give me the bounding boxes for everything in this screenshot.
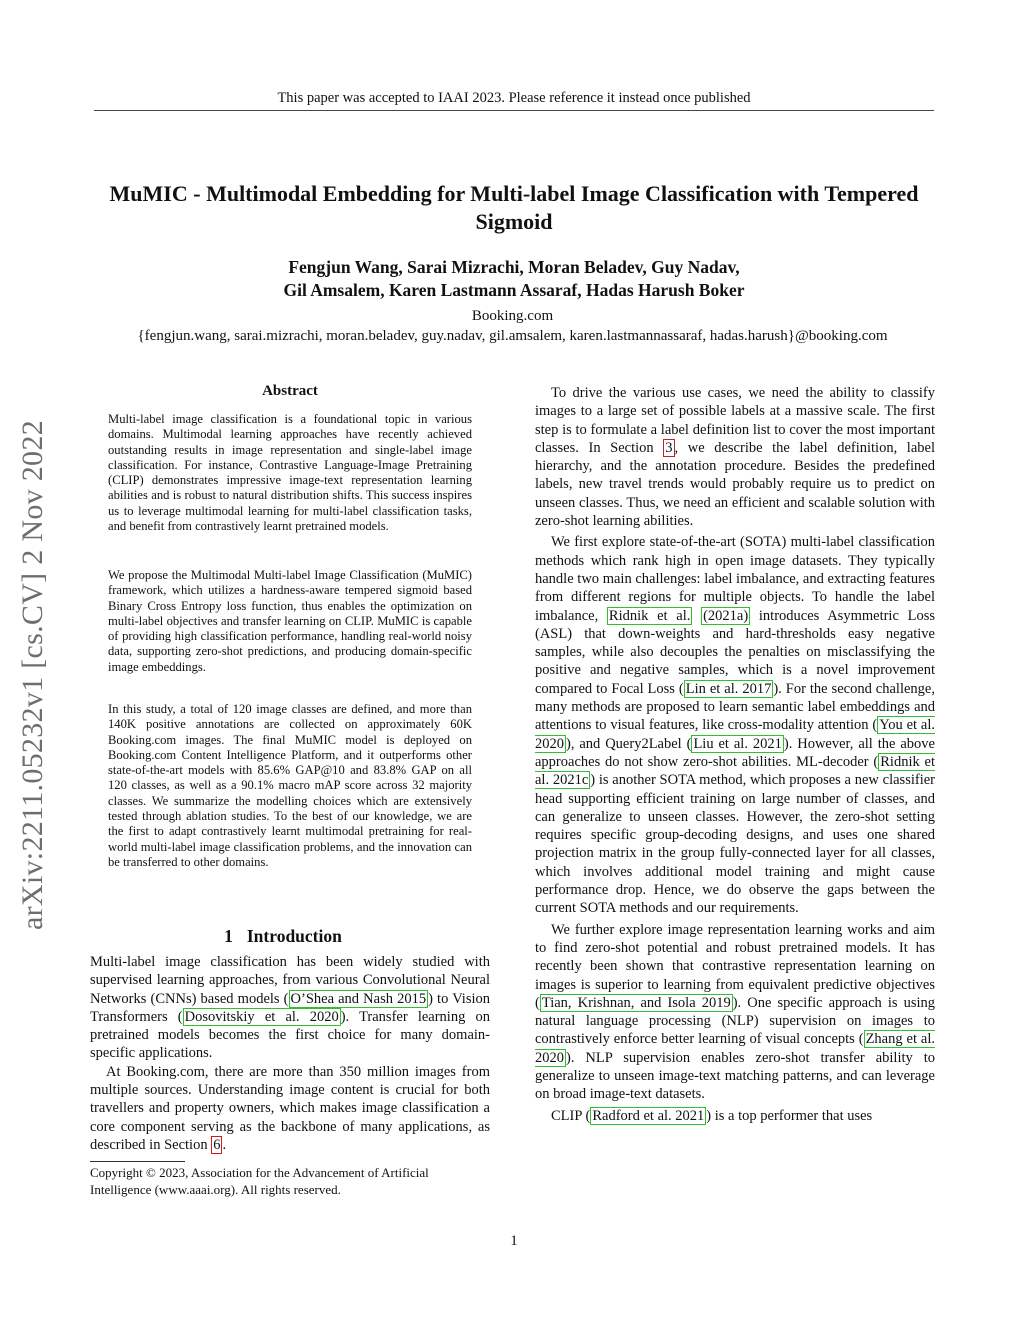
authors-line-1: Fengjun Wang, Sarai Mizrachi, Moran Beladev, Guy Nadav, xyxy=(288,257,740,277)
intro-paragraph-1: Multi-label image classification has been widely studied with supervised learning approaches, from various Convolutional Neural Networks (CNNs) based models ( O’Shea and Nash 2015 ) to Vision Transformers ( Dosovitskiy et al. 2020 ). Transfer learning on pretrained models becomes the first choice for many domain-specific applications. xyxy=(90,954,490,1062)
right-paragraph-3: We further explore image representation learning works and aim to find zero-shot potential and robust pretrained models. It has recently been shown that contrastive representation learning on images is superior to learning from equivalent predictive objectives ( Tian, Krishnan, and Isola 2019 ). One specific approach is using natural language processing (NLP) supervision on images to contrastively enforce better learning of visual concepts ( Zhang et al. 2020 ). NLP supervision enables zero-shot transfer ability to generalize to unseen image-text matching patterns, and can leverage on broad image-text datasets. xyxy=(535,921,935,1103)
abstract-heading: Abstract xyxy=(262,383,318,399)
citation-you-2020[interactable]: You et al. 2020 xyxy=(535,717,936,752)
section-3-link[interactable]: 3 xyxy=(665,439,673,456)
section-heading-introduction xyxy=(90,926,490,947)
right-paragraph-4: CLIP ( Radford et al. 2021 ) is a top performer that uses xyxy=(551,1107,873,1124)
header-divider xyxy=(94,110,934,111)
intro-left-column xyxy=(90,953,490,1154)
section-title: Introduction xyxy=(246,926,342,946)
arxiv-identifier: arXiv:2211.05232v1 [cs.CV] 2 Nov 2022 xyxy=(16,420,49,930)
citation-lin-2017[interactable]: Lin et al. 2017 xyxy=(685,680,772,697)
page-number: 1 xyxy=(510,1233,518,1249)
right-paragraph-1: To drive the various use cases, we need the ability to classify images to a large set of possible labels at a massive scale. The first step is to formulate a label definition list to cover the most important classes. In Section 3 , we describe the label definition, label hierarchy, and the annotation procedure. Besides the predefined labels, new travel trends would probably require us to predict on unseen classes. Thus, we need an efficient and scalable solution with zero-shot learning abilities. xyxy=(535,385,935,530)
citation-ridnik-2021a-name[interactable]: Ridnik et al. xyxy=(608,607,691,624)
citation-liu-2021[interactable]: Liu et al. 2021 xyxy=(693,735,782,752)
author-emails: {fengjun.wang, sarai.mizrachi, moran.beladev, guy.nadav, gil.amsalem, karen.lastmannassaraf, hadas.harush}@booking.com xyxy=(137,328,888,344)
affiliation-block xyxy=(60,306,965,346)
section-number: 1 xyxy=(224,926,233,946)
section-6-link[interactable]: 6 xyxy=(213,1136,221,1153)
right-column xyxy=(535,384,935,1125)
right-paragraph-2: We first explore state-of-the-art (SOTA) multi-label classification methods which rank high in open image datasets. They typically handle two main challenges: label imbalance, and extracting features from different regions for multiple objects. To handle the label imbalance, Ridnik et al. (2021a) introduces Asymmetric Loss (ASL) that down-weights and hard-thresholds easy negative samples, while also decouples the penalties on misclassifying the positive and negative samples, which is a novel improvement compared to Focal Loss ( Lin et al. 2017 ). For the second challenge, many methods are proposed to learn semantic label embeddings and attentions to visual features, like cross-modality attention ( You et al. 2020 ), and Query2Label ( Liu et al. 2021 ). However, all the above approaches do not show zero-shot abilities. ML-decoder ( Ridnik et al. 2021c ) is another SOTA method, which proposes a new classifier head supporting efficient training on large number of classes, and can generalize to unseen classes. However, the zero-shot setting requires specific group-decoding designs, and uses one shared projection matrix in the group fully-connected layer for all classes, which involves additional model training and might cause performance drop. Hence, we do observe the gaps between the current SOTA methods and our requirements. xyxy=(535,534,936,917)
abstract-paragraph-3: In this study, a total of 120 image classes are defined, and more than 140K positive annotations are collected on approximately 60K Booking.com images. The final MuMIC model is deployed on Booking.com Content Intelligence Platform, and it outperforms other state-of-the-art models with 85.6% GAP@10 and 83.8% GAP on all 120 classes, as well as a 90.1% macro mAP score across 32 majority classes. We summarize the modelling choices which are extensively tested through ablation studies. To the best of our knowledge, we are the first to adapt contrastively learnt multimodal pretraining for real-world multi-label image classification problems, and the innovation can be transferred to other domains. xyxy=(108,702,472,869)
citation-oshea-nash-2015[interactable]: O’Shea and Nash 2015 xyxy=(290,990,427,1007)
citation-ridnik-2021a-year[interactable]: (2021a) xyxy=(703,607,749,624)
citation-ridnik-2021c[interactable]: Ridnik et al. 2021c xyxy=(535,753,935,789)
copyright-footnote: Copyright © 2023, Association for the Advancement of Artificial Intelligence (www.aaai.org). All rights reserved. xyxy=(90,1165,429,1197)
abstract-paragraph-2: We propose the Multimodal Multi-label Image Classification (MuMIC) framework, which utilizes a hardness-aware tempered sigmoid based Binary Cross Entropy loss function, thus enables the optimization on multi-label objectives and transfer learning on CLIP. MuMIC is capable of providing high classification performance, handling real-world noisy data, supporting zero-shot predictions, and producing domain-specific image embeddings. xyxy=(108,568,472,674)
intro-paragraph-2: At Booking.com, there are more than 350 million images from multiple sources. Understanding image content is crucial for both travellers and property owners, which makes image classification a core component serving as the backbone of many applications, as described in Section 6 . xyxy=(90,1063,490,1153)
citation-zhang-2020[interactable]: Zhang et al. 2020 xyxy=(535,1031,935,1066)
authors-line-2: Gil Amsalem, Karen Lastmann Assaraf, Hadas Harush Boker xyxy=(283,280,745,300)
citation-radford-2021[interactable]: Radford et al. 2021 xyxy=(592,1107,705,1124)
affiliation: Booking.com xyxy=(471,308,554,324)
citation-tian-2019[interactable]: Tian, Krishnan, and Isola 2019 xyxy=(541,994,731,1011)
author-list xyxy=(94,256,934,302)
abstract-paragraph-1: Multi-label image classification is a foundational topic in various domains. Multimodal learning approaches have recently achieved outstanding results in image representation and single-label image classification. For instance, Contrastive Language-Image Pretraining (CLIP) demonstrates impressive image-text representation learning abilities and is robust to natural distribution shifts. This success inspires us to leverage multimodal learning for multi-label classification tasks, and benefit from contrastively learnt pretrained models. xyxy=(108,412,472,534)
footnote-divider xyxy=(90,1161,185,1162)
citation-dosovitskiy-2020[interactable]: Dosovitskiy et al. 2020 xyxy=(184,1008,339,1025)
acceptance-notice: This paper was accepted to IAAI 2023. Please reference it instead once published xyxy=(277,90,751,106)
paper-title: MuMIC - Multimodal Embedding for Multi-label Image Classification with Tempered Sigmoid xyxy=(109,181,919,234)
